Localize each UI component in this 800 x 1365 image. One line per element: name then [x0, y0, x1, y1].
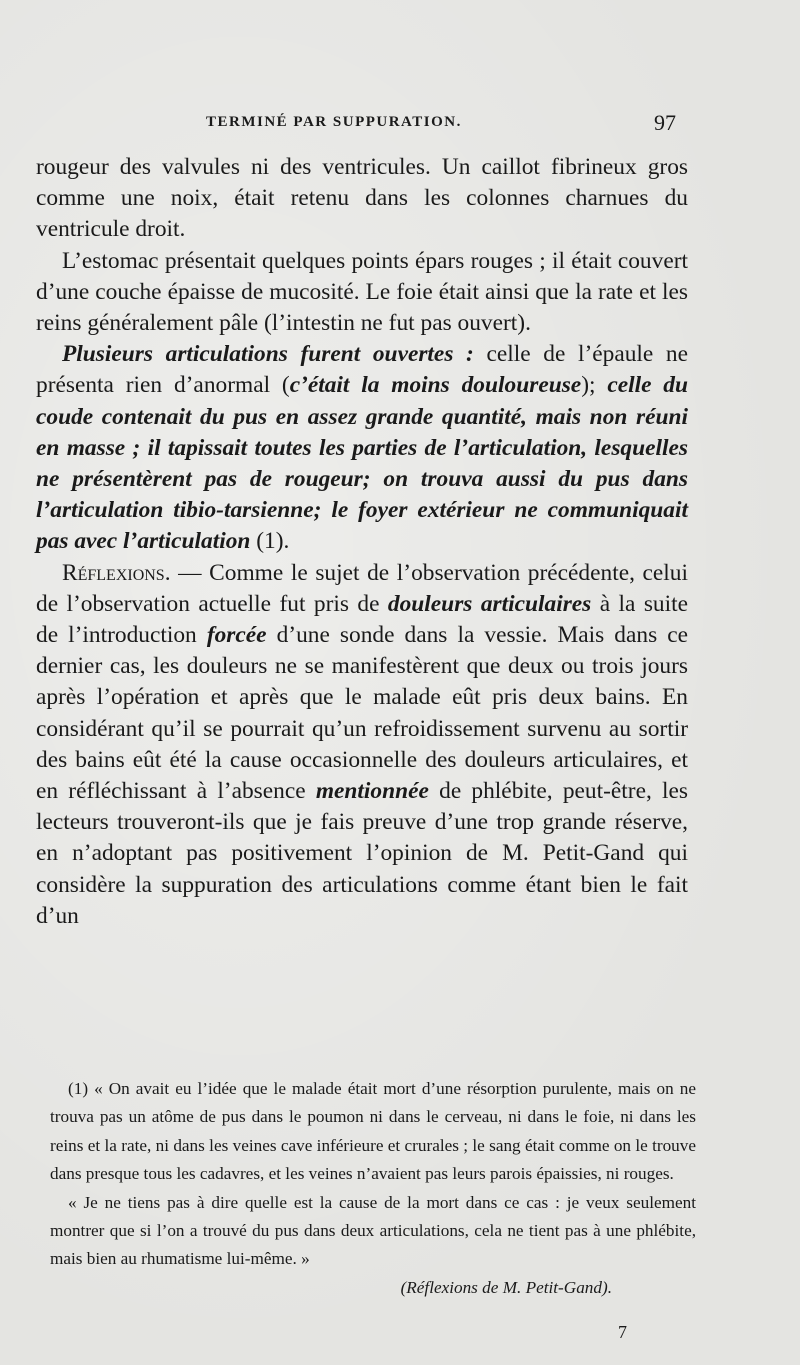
text-run: à la suite de l’introduction	[36, 590, 689, 649]
section-label: Réflexions.	[62, 559, 171, 586]
paragraph-2: L’estomac présentait quelques points épars rouges ; il était couvert d’une couche épaisse de mucosité. Le foie était ainsi que la rate et les reins généralement pâle (l’intestin ne fut pas ouvert).	[36, 247, 688, 337]
footnote-quote: « Je ne tiens pas à dire quelle est la cause de la mort dans ce cas : je veux seulement montrer que si l’on a trouvé du pus dans deux articulations, cela ne tient pas à une phlébite, mais bien au rhumatisme lui-même. »	[50, 1192, 696, 1269]
italic-phrase: mentionnée	[315, 778, 429, 805]
page-header	[36, 110, 682, 142]
page-number: 97	[654, 110, 676, 135]
signature-mark: 7	[618, 1322, 627, 1342]
text-run: de phlébite, peut-être, les lecteurs trouveront-ils que je fais preuve d’une trop grande réserve, en n’adoptant pas positivement l’opinion de M. Petit-Gand qui considère la suppuration des articulations comme étant bien le fait d’un	[36, 778, 688, 929]
text-run: celle de l’épaule ne présenta rien d’anormal (	[36, 341, 688, 399]
paragraph-3	[36, 339, 688, 557]
running-title: TERMINÉ PAR SUPPURATION.	[206, 114, 462, 130]
text-run: d’une sonde dans la vessie. Mais dans ce dernier cas, les douleurs ne se manifestèrent que deux ou trois jours après l’opération et après que le malade eût pris deux bains. En considérant qu’il se pourrait qu’un refroidissement survenu au sortir des bains eût été la cause occasionnelle des douleurs articulaires, et en réfléchissant à l’absence	[36, 622, 688, 805]
italic-phrase: douleurs articulaires	[387, 590, 592, 617]
footnotes	[50, 1075, 696, 1302]
italic-phrase: Plusieurs articulations furent ouvertes :	[62, 341, 474, 368]
italic-phrase: c’était la moins douloureuse	[289, 372, 582, 399]
footnote-1: (1) « On avait eu l’idée que le malade était mort d’une résorption purulente, mais on ne trouva pas un atôme de pus dans le poumon ni dans le cerveau, ni dans le foie, ni dans les reins et la rate, ni dans les veines cave inférieure et crurales ; le sang était comme on le trouve dans presque tous les cadavres, et les veines n’avaient pas leurs parois épaissies, ni rouges.	[50, 1079, 696, 1184]
paragraph-4	[36, 558, 688, 932]
footnote-reference: (1).	[250, 528, 290, 555]
main-text	[36, 152, 688, 932]
text-run: — Comme le sujet de l’observation précédente, celui de l’observation actuelle fut pris de	[36, 559, 688, 617]
italic-phrase: forcée	[206, 622, 267, 649]
text-run: );	[581, 372, 608, 399]
paragraph-1: rougeur des valvules ni des ventricules. Un caillot fibrineux gros comme une noix, était retenu dans les colonnes charnues du ventricule droit.	[36, 154, 688, 243]
italic-phrase: celle du coude contenait du pus en assez grande quantité, mais non réuni en masse ; il tapissait toutes les parties de l’articulation, lesquelles ne présentèrent pas de rougeur; on trouva aussi du pus dans l’articulation tibio-tarsienne; le foyer extérieur ne communiquait pas avec l’articulation	[36, 372, 689, 555]
footnote-source: (Réflexions de M. Petit-Gand).	[400, 1277, 612, 1297]
